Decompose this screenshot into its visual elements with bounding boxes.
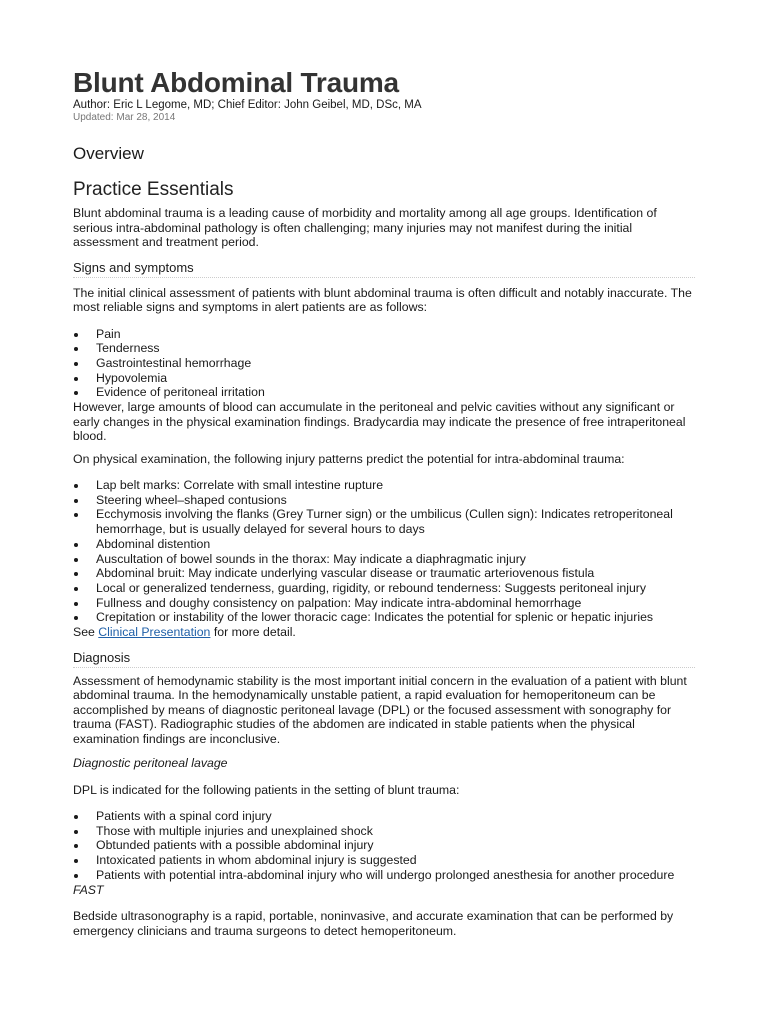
overview-heading: Overview [73,144,144,163]
signs-symptoms-heading: Signs and symptoms [73,260,695,278]
list-item: Abdominal distention [73,537,695,552]
fast-text: Bedside ultrasonography is a rapid, portable, noninvasive, and accurate examination that can be performed by emergency clinicians and trauma surgeons to detect hemoperitoneum. [73,909,674,938]
author-line: Author: Eric L Legome, MD; Chief Editor: John Geibel, MD, DSc, MA [73,99,422,111]
list-item: Crepitation or instability of the lower thoracic cage: Indicates the potential for splenic or hepatic injuries [73,610,695,625]
list-item: Hypovolemia [73,371,695,386]
exam-list [73,478,695,625]
diagnosis-intro: Assessment of hemodynamic stability is the most important initial concern in the evaluation of a patient with blunt abdominal trauma. In the hemodynamically unstable patient, a rapid evaluation for hemoperitoneum can be accomplished by means of diagnostic peritoneal lavage (DPL) or the focused assessment with sonography for trauma (FAST). Radiographic studies of the abdomen are indicated in stable patients when the physical examination findings are inconclusive. [73,673,687,746]
list-item: Auscultation of bowel sounds in the thorax: May indicate a diaphragmatic injury [73,552,695,567]
updated-date: Updated: Mar 28, 2014 [73,112,176,123]
list-item: Steering wheel–shaped contusions [73,493,695,508]
signs-intro: The initial clinical assessment of patients with blunt abdominal trauma is often difficult and notably inaccurate. The most reliable signs and symptoms in alert patients are as follows: [73,285,692,314]
fast-heading: FAST [73,882,104,897]
see-prefix: See [73,625,99,640]
list-item: Abdominal bruit: May indicate underlying vascular disease or traumatic arteriovenous fistula [73,566,695,581]
see-more-line [73,625,695,640]
practice-essentials-intro: Blunt abdominal trauma is a leading cause of morbidity and mortality among all age groups. Identification of serious intra-abdominal pathology is often challenging; many injuries may not manifest during the initial assessment and treatment period. [73,206,657,249]
dpl-list [73,809,695,883]
article [73,66,695,938]
dpl-heading: Diagnostic peritoneal lavage [73,756,228,771]
list-item: Fullness and doughy consistency on palpation: May indicate intra-abdominal hemorrhage [73,596,695,611]
list-item: Patients with potential intra-abdominal injury who will undergo prolonged anesthesia for another procedure [73,868,695,883]
list-item: Gastrointestinal hemorrhage [73,356,695,371]
list-item: Local or generalized tenderness, guarding, rigidity, or rebound tenderness: Suggests peritoneal injury [73,581,695,596]
dpl-intro: DPL is indicated for the following patients in the setting of blunt trauma: [73,782,460,797]
list-item: Intoxicated patients in whom abdominal injury is suggested [73,853,695,868]
page-title: Blunt Abdominal Trauma [73,67,399,98]
list-item: Evidence of peritoneal irritation [73,385,695,400]
diagnosis-heading: Diagnosis [73,650,695,668]
list-item: Tenderness [73,341,695,356]
list-item: Lap belt marks: Correlate with small intestine rupture [73,478,695,493]
signs-list [73,327,695,401]
signs-after-list: However, large amounts of blood can accumulate in the peritoneal and pelvic cavities without any significant or early changes in the physical examination findings. Bradycardia may indicate the presence of free intraperitoneal blood. [73,400,686,444]
list-item: Those with multiple injuries and unexplained shock [73,824,695,839]
clinical-presentation-link[interactable]: Clinical Presentation [98,625,211,640]
list-item: Patients with a spinal cord injury [73,809,695,824]
list-item: Ecchymosis involving the flanks (Grey Turner sign) or the umbilicus (Cullen sign): Indicates retroperitoneal hemorrhage, but is usually delayed for several hours to days [73,507,695,536]
exam-intro: On physical examination, the following injury patterns predict the potential for intra-abdominal trauma: [73,451,625,466]
list-item: Obtunded patients with a possible abdominal injury [73,838,695,853]
see-suffix: for more detail. [210,625,296,640]
list-item: Pain [73,327,695,342]
practice-essentials-heading: Practice Essentials [73,179,234,200]
